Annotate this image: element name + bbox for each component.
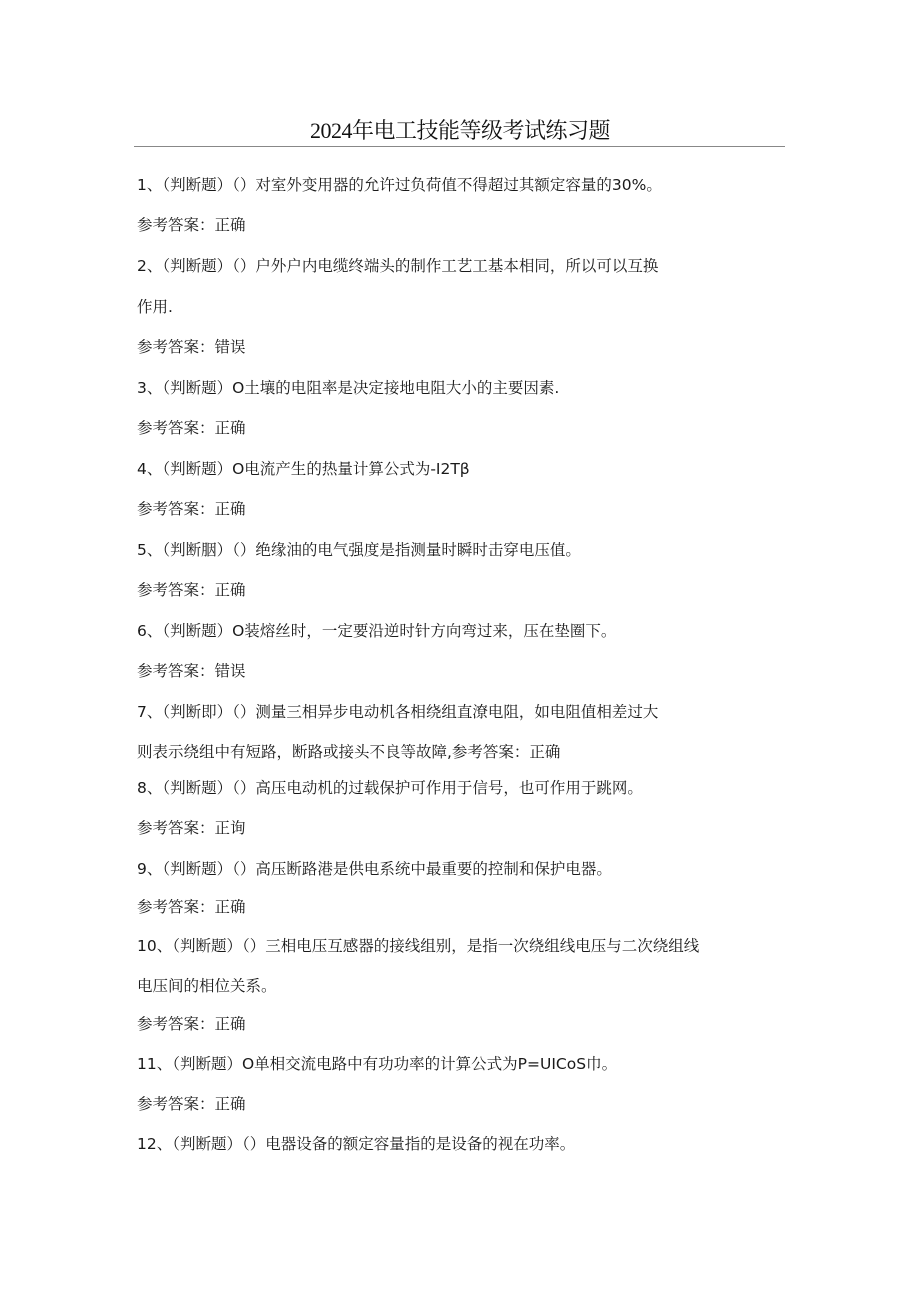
question-3: 3、（判断题）O土壤的电阻率是决定接地电阻大小的主要因素. — [137, 379, 560, 397]
answer-2: 参考答案：错误 — [137, 338, 246, 356]
answer-6: 参考答案：错误 — [137, 662, 246, 680]
answer-4: 参考答案：正确 — [137, 500, 246, 518]
question-1: 1、（判断题）（）对室外变用器的允许过负荷值不得超过其额定容量的30%。 — [137, 176, 662, 194]
question-11: 11、（判断题）O单相交流电路中有功功率的计算公式为P=UICoS巾。 — [137, 1055, 618, 1073]
answer-11: 参考答案：正确 — [137, 1095, 246, 1113]
answer-1: 参考答案：正确 — [137, 216, 246, 234]
question-9: 9、（判断题）（）高压断路港是供电系统中最重要的控制和保护电器。 — [137, 860, 612, 878]
question-2-cont: 作用. — [137, 298, 173, 316]
answer-9: 参考答案：正确 — [137, 898, 246, 916]
title-divider — [134, 146, 785, 147]
question-7: 7、（判断即）（）测量三相异步电动机各相绕组直潦电阻，如电阻值相差过大 — [137, 703, 659, 721]
answer-10: 参考答案：正确 — [137, 1015, 246, 1033]
question-2: 2、（判断题）（）户外户内电缆终端头的制作工艺工基本相同，所以可以互换 — [137, 257, 659, 275]
answer-5: 参考答案：正确 — [137, 581, 246, 599]
question-10-cont: 电压间的相位关系。 — [137, 977, 277, 995]
document-title: 2024年电工技能等级考试练习题 — [309, 118, 610, 143]
question-12: 12、（判断题）（）电器设备的额定容量指的是设备的视在功率。 — [137, 1135, 576, 1153]
question-5: 5、（判断胭）（）绝缘油的电气强度是指测量时瞬时击穿电压值。 — [137, 541, 581, 559]
answer-3: 参考答案：正确 — [137, 419, 246, 437]
question-4: 4、（判断题）O电流产生的热量计算公式为-I2Tβ — [137, 460, 470, 478]
question-6: 6、（判断题）O装熔丝时，一定要沿逆时针方向弯过来，压在垫圈下。 — [137, 622, 617, 640]
question-10: 10、（判断题）（）三相电压互感器的接线组别，是指一次绕组线电压与二次绕组线 — [137, 937, 700, 955]
answer-8: 参考答案：正询 — [137, 819, 246, 837]
question-8: 8、（判断题）（）高压电动机的过载保护可作用于信号，也可作用于跳网。 — [137, 779, 643, 797]
question-7-cont: 则表示绕组中有短路，断路或接头不良等故障,参考答案：正确 — [137, 743, 561, 761]
